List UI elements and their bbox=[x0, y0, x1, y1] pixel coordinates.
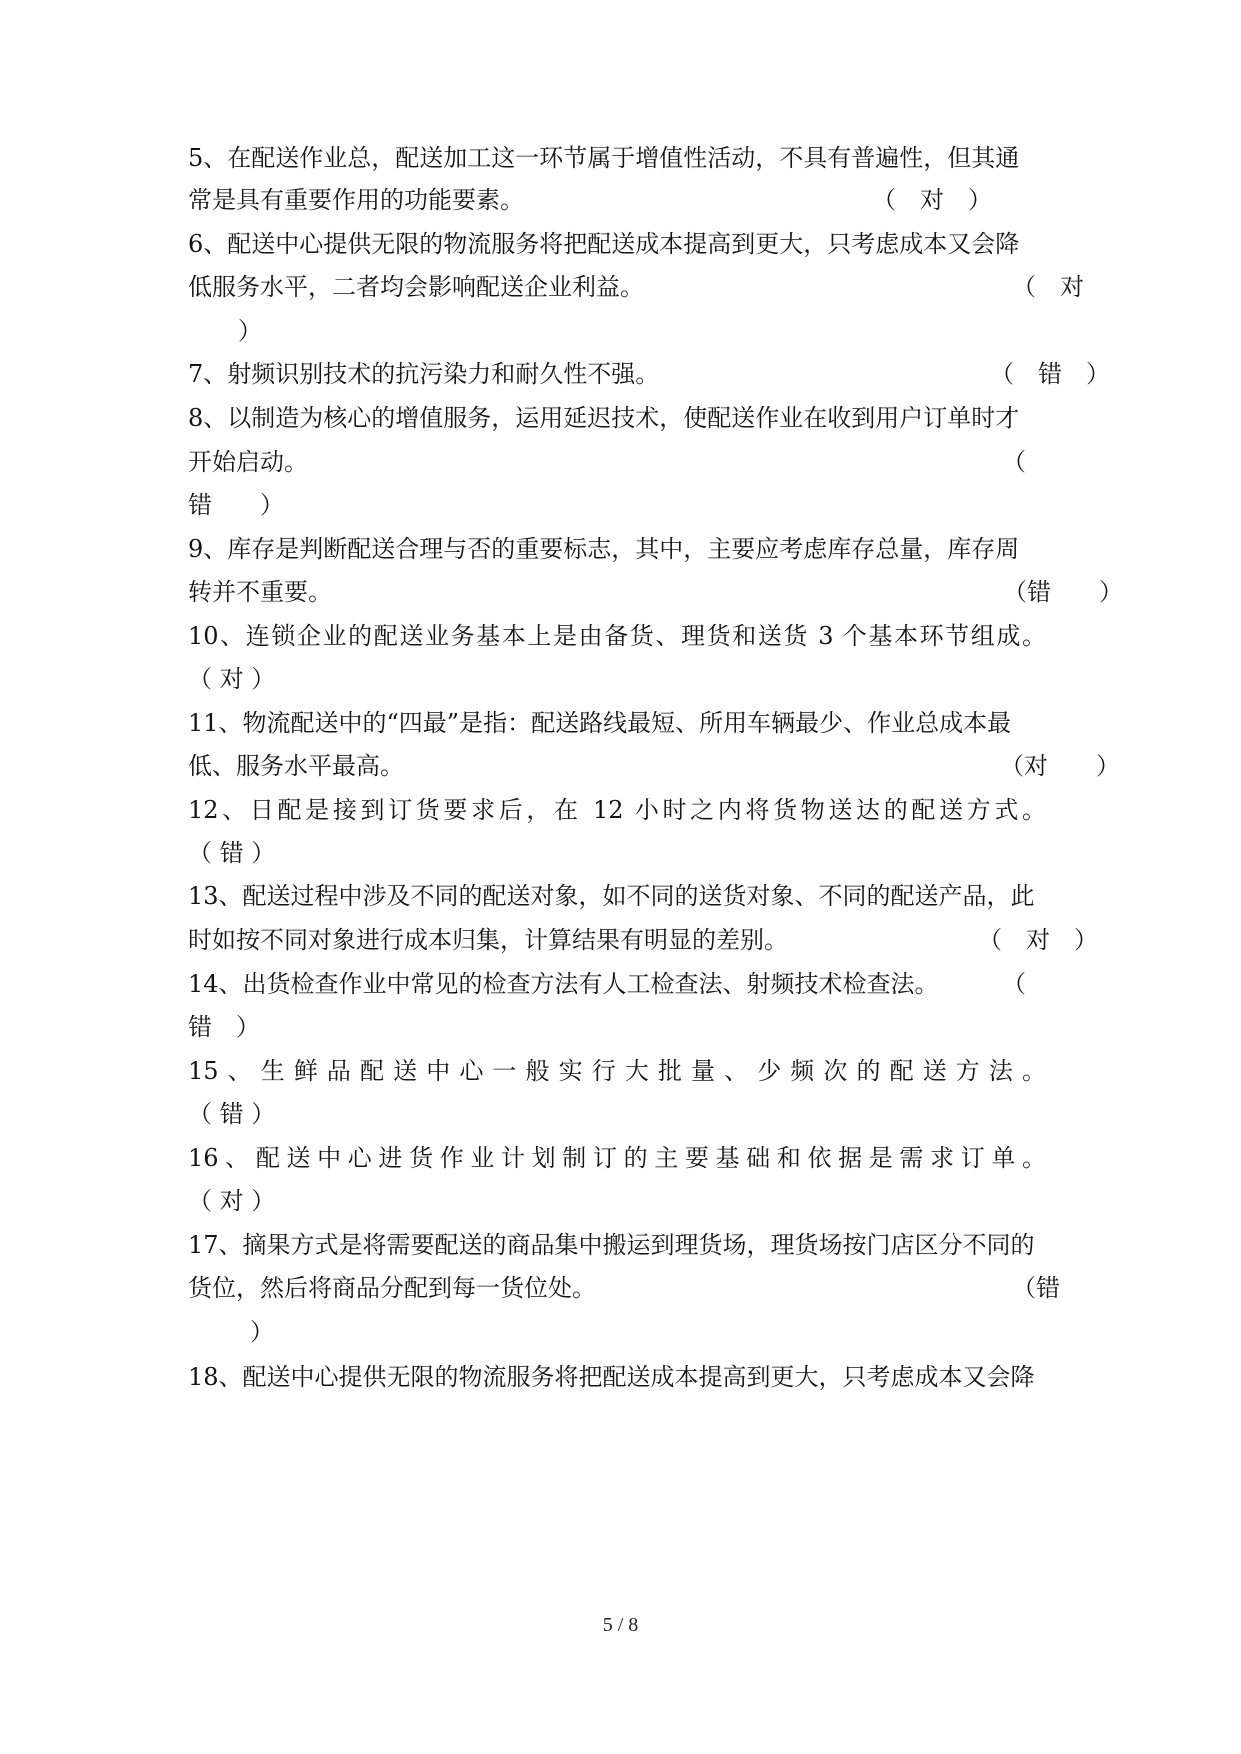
question-6-answer-close: ） bbox=[238, 317, 262, 345]
question-14-answer-open: （ bbox=[1002, 970, 1026, 998]
question-14-line-1: 14、出货检查作业中常见的检查方法有人工检查法、射频技术检查法。 bbox=[188, 970, 939, 998]
question-9-answer: （错 ） bbox=[1003, 578, 1123, 606]
question-8-line-1: 8、以制造为核心的增值服务，运用延迟技术，使配送作业在收到用户订单时才 bbox=[188, 404, 1020, 432]
question-17-line-2: 货位，然后将商品分配到每一货位处。 bbox=[188, 1274, 596, 1302]
question-8-line-2: 开始启动。 bbox=[188, 448, 308, 476]
question-15-line-1: 15、生鲜品配送中心一般实行大批量、少频次的配送方法。 bbox=[188, 1057, 1046, 1085]
page-number: 5 / 8 bbox=[602, 1614, 639, 1636]
question-7-answer: （ 错 ） bbox=[990, 360, 1110, 388]
question-15-answer: （ 错 ） bbox=[188, 1100, 276, 1128]
question-16-line-1: 16、配送中心进货作业计划制订的主要基础和依据是需求订单。 bbox=[188, 1144, 1046, 1172]
question-6-line-2: 低服务水平，二者均会影响配送企业利益。 bbox=[188, 273, 644, 301]
question-5-line-1: 5、在配送作业总，配送加工这一环节属于增值性活动，不具有普遍性，但其通 bbox=[188, 144, 1020, 172]
question-13-answer: （ 对 ） bbox=[978, 926, 1098, 954]
question-9-line-1: 9、库存是判断配送合理与否的重要标志，其中，主要应考虑库存总量，库存周 bbox=[188, 535, 1020, 563]
question-13-line-1: 13、配送过程中涉及不同的配送对象，如不同的送货对象、不同的配送产品，此 bbox=[188, 882, 1035, 910]
question-7-line-1: 7、射频识别技术的抗污染力和耐久性不强。 bbox=[188, 360, 660, 388]
question-11-answer: （对 ） bbox=[1000, 752, 1120, 780]
question-17-line-1: 17、摘果方式是将需要配送的商品集中搬运到理货场，理货场按门店区分不同的 bbox=[188, 1231, 1035, 1259]
question-13-line-2: 时如按不同对象进行成本归集，计算结果有明显的差别。 bbox=[188, 926, 788, 954]
question-10-answer: （ 对 ） bbox=[188, 665, 276, 693]
question-9-line-2: 转并不重要。 bbox=[188, 578, 332, 606]
question-18-line-1: 18、配送中心提供无限的物流服务将把配送成本提高到更大，只考虑成本又会降 bbox=[188, 1363, 1035, 1391]
question-6-line-1: 6、配送中心提供无限的物流服务将把配送成本提高到更大，只考虑成本又会降 bbox=[188, 230, 1020, 258]
question-14-answer-close: 错 ） bbox=[188, 1013, 260, 1041]
question-17-answer-open: （错 bbox=[1012, 1274, 1060, 1302]
question-8-answer-close: 错 ） bbox=[188, 491, 284, 519]
question-12-answer: （ 错 ） bbox=[188, 839, 276, 867]
question-17-answer-close: ） bbox=[250, 1318, 274, 1346]
question-12-line-1: 12、日配是接到订货要求后，在 12 小时之内将货物送达的配送方式。 bbox=[188, 796, 1046, 824]
question-8-answer-open: （ bbox=[1002, 448, 1026, 476]
question-10-line-1: 10、连锁企业的配送业务基本上是由备货、理货和送货 3 个基本环节组成。 bbox=[188, 622, 1046, 650]
question-11-line-1: 11、物流配送中的“四最”是指：配送路线最短、所用车辆最少、作业总成本最 bbox=[188, 709, 1012, 737]
question-16-answer: （ 对 ） bbox=[188, 1187, 276, 1215]
question-5-answer: （ 对 ） bbox=[872, 186, 992, 214]
question-6-answer-open: （ 对 bbox=[1012, 273, 1084, 301]
question-5-line-2: 常是具有重要作用的功能要素。 bbox=[188, 186, 524, 214]
question-11-line-2: 低、服务水平最高。 bbox=[188, 752, 404, 780]
